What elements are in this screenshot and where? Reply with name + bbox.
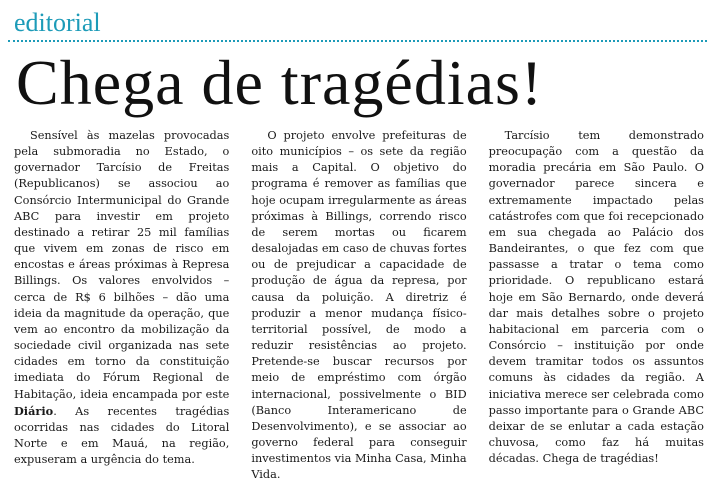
column-1-bold-diario: Diário (14, 403, 54, 418)
column-1-text-b: . As recentes tragédias ocorridas nas cidades do Litoral Norte e em Mauá, na região, expuseram a urgência do tema. (14, 404, 230, 467)
section-label: editorial (14, 8, 101, 37)
column-1-text-a: Sensível às mazelas provocadas pela submoradia no Estado, o governador Tarcísio de Freitas (Republicanos) se associou ao Consórcio Intermunicipal do Grande ABC para investir em projeto destinado a retirar 25 mil famílias que vivem em zonas de risco em encostas e áreas próximas à Represa Billings. Os valores envolvidos – cerca de R$ 6 bilhões – dão uma ideia da magnitude da operação, que vem ao encontro da mobilização da sociedade civil organizada nas sete cidades em torno da constituição imediata do Fórum Regional de Habitação, ideia encampada por este (14, 129, 230, 401)
article-column-2: O projeto envolve prefeituras de oito municípios – os sete da região mais a Capital. O objetivo do programa é remover as famílias que hoje ocupam irregularmente as áreas próximas à Billings, correndo risco de serem mortas ou ficarem desalojadas em caso de chuvas fortes ou de prejudicar a capacidade de produção de água da represa, por causa da poluição. A diretriz é produzir a menor mudança físico-territorial possível, de modo a reduzir resistências ao projeto. Pretende-se buscar recursos por meio de empréstimo com órgão internacional, possivelmente o BID (Banco Interamericano de Desenvolvimento), e se associar ao governo federal para conseguir investimentos via Minha Casa, Minha Vida. (251, 129, 467, 482)
headline: Chega de tragédias! (16, 47, 544, 118)
article-column-1 (14, 128, 230, 467)
article-column-3: Tarcísio tem demonstrado preocupação com a questão da moradia precária em São Paulo. O governador parece sincera e extremamente impactado pelas catástrofes com que foi recepcionado em sua chegada ao Palácio dos Bandeirantes, o que fez com que passasse a tratar o tema como prioridade. O republicano estará hoje em São Bernardo, onde deverá dar mais detalhes sobre o projeto habitacional em parceria com o Consórcio – instituição por onde devem tramitar todos os assuntos comuns às cidades da região. A iniciativa merece ser celebrada como passo importante para o Grande ABC deixar de se enlutar a cada estação chuvosa, como faz há muitas décadas. Chega de tragédias! (488, 129, 704, 466)
article-body (14, 128, 704, 482)
section-divider (8, 40, 707, 42)
